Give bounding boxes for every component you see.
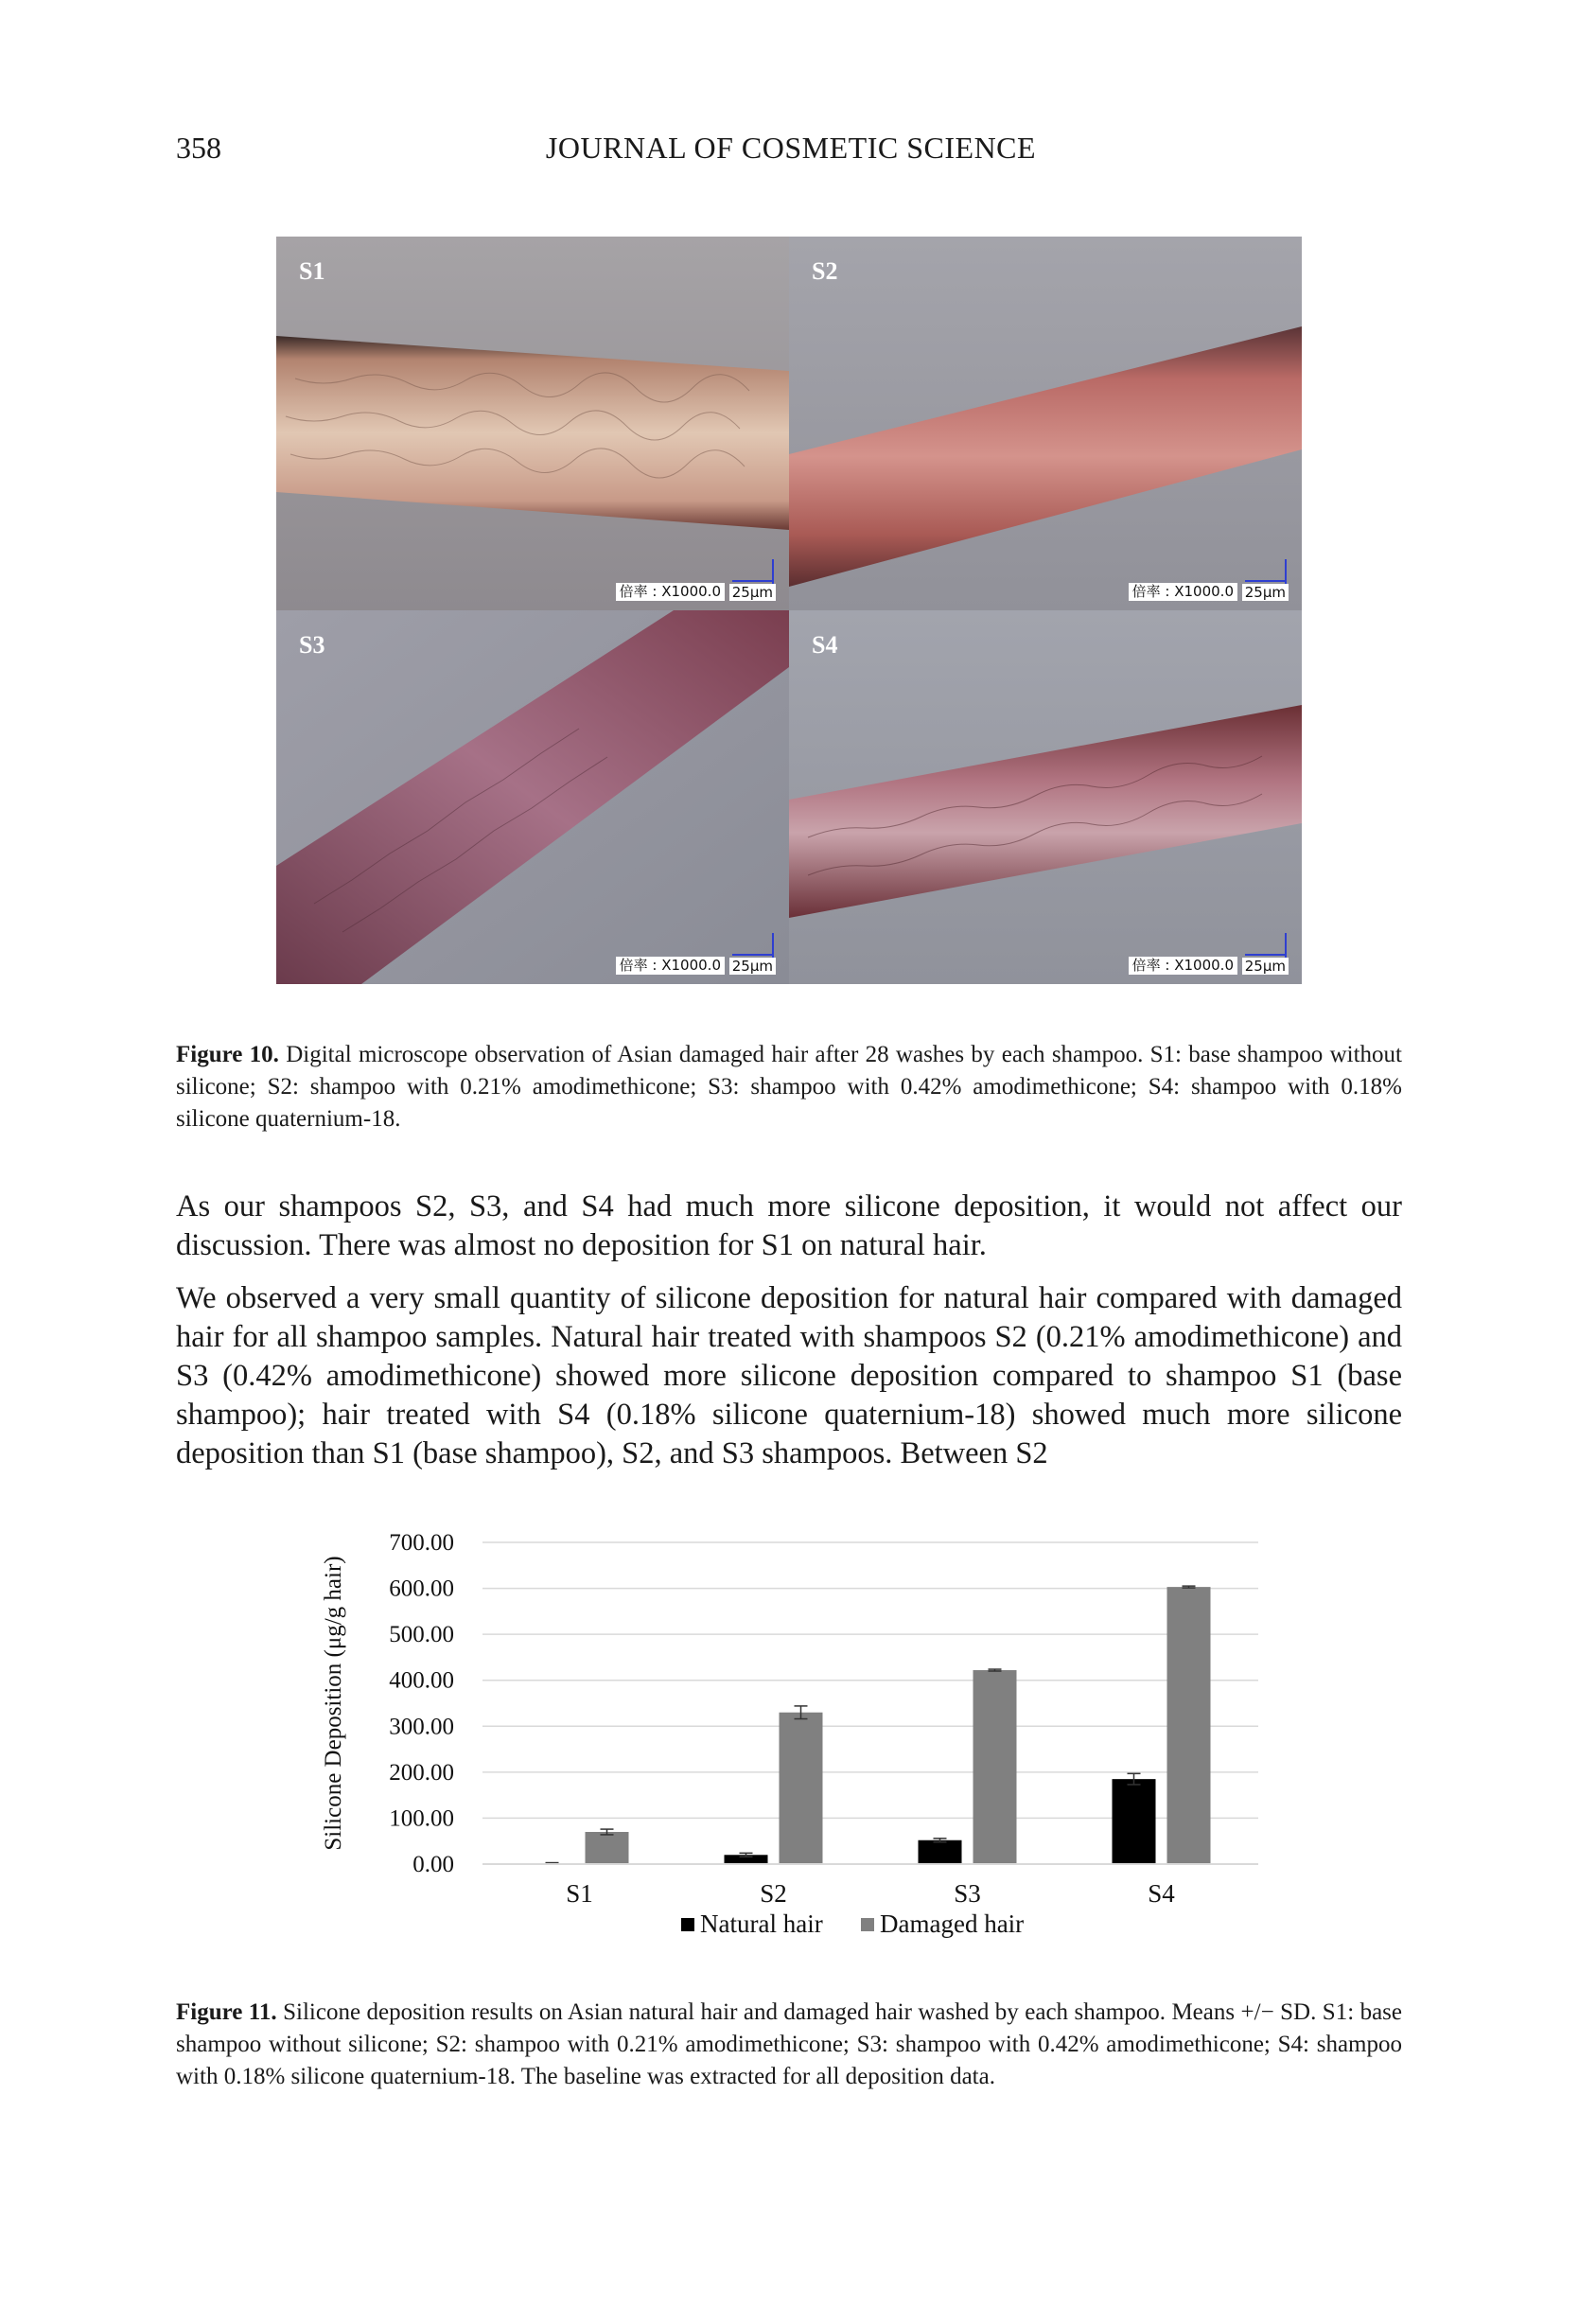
figure-11-bar-chart bbox=[303, 1523, 1287, 1949]
caption-text: Silicone deposition results on Asian natural hair and damaged hair washed by each shampoo. Means +/− SD. S1: base shampoo without silicone; S2: shampoo with 0.21% amodimethicone; S3: shampoo with 0.42% amodimethicone; S4: shampoo with 0.18% silicone quaternium-18. The baseline was extracted for all deposition data. bbox=[176, 1999, 1403, 2089]
panel-label: S3 bbox=[299, 631, 325, 659]
paragraph: As our shampoos S2, S3, and S4 had much more silicone deposition, it would not affect our discussion. There was almost no deposition for S1 on natural hair. bbox=[176, 1189, 1402, 1262]
scale-bar bbox=[1245, 933, 1289, 975]
micrograph-panel-s3 bbox=[276, 610, 789, 984]
figure-label: Figure 10. bbox=[176, 1042, 279, 1067]
panel-label: S4 bbox=[812, 631, 838, 659]
bar-damaged-hair bbox=[1167, 1587, 1211, 1864]
magnification-text: 倍率 : X1000.0 bbox=[616, 583, 725, 601]
hair-fiber-image bbox=[276, 237, 789, 610]
scale-info bbox=[616, 559, 776, 601]
scale-bar-label: 25μm bbox=[1242, 584, 1289, 601]
hair-fiber-image bbox=[789, 237, 1302, 610]
bar-damaged-hair bbox=[586, 1832, 629, 1864]
figure-label: Figure 11. bbox=[176, 1999, 277, 2025]
figure-11-caption bbox=[176, 1997, 1402, 2093]
legend-swatch bbox=[681, 1918, 694, 1931]
panel-label: S1 bbox=[299, 257, 325, 285]
bar-damaged-hair bbox=[973, 1670, 1017, 1864]
legend-swatch bbox=[861, 1918, 874, 1931]
x-tick-label: S1 bbox=[566, 1879, 593, 1908]
caption-text: Digital microscope observation of Asian damaged hair after 28 washes by each shampoo. S1: base shampoo without silicone; S2: shampoo with 0.21% amodimethicone; S3: shampoo with 0.42% amodimethicone; S4: shampoo with 0.18% silicone quaternium-18. bbox=[176, 1042, 1402, 1132]
x-tick-label: S3 bbox=[954, 1879, 981, 1908]
micrograph-panel-s1 bbox=[276, 237, 789, 610]
y-tick-label: 200.00 bbox=[389, 1759, 454, 1786]
magnification-text: 倍率 : X1000.0 bbox=[616, 957, 725, 975]
y-tick-label: 300.00 bbox=[389, 1714, 454, 1740]
bar-damaged-hair bbox=[780, 1713, 823, 1864]
body-text bbox=[176, 1188, 1402, 1487]
scale-bar bbox=[732, 559, 776, 601]
y-tick-label: 400.00 bbox=[389, 1667, 454, 1694]
legend-label: Damaged hair bbox=[880, 1910, 1025, 1938]
scale-bar bbox=[732, 933, 776, 975]
y-tick-label: 500.00 bbox=[389, 1622, 454, 1648]
scale-bar-label: 25μm bbox=[729, 958, 776, 975]
y-axis-title: Silicone Deposition (μg/g hair) bbox=[321, 1556, 346, 1851]
journal-title: JOURNAL OF COSMETIC SCIENCE bbox=[545, 131, 1037, 165]
hair-fiber-image bbox=[276, 610, 789, 984]
scale-info bbox=[616, 933, 776, 975]
paragraph: We observed a very small quantity of silicone deposition for natural hair compared with damaged hair for all shampoo samples. Natural hair treated with shampoos S2 (0.21% amodimethicone) and S3 (0.42% amodimethicone) showed more silicone deposition compared to shampoo S1 (base shampoo); hair treated with S4 (0.18% silicone quaternium-18) showed much more silicone deposition than S1 (base shampoo), S2, and S3 shampoos. Between S2 bbox=[176, 1281, 1402, 1470]
micrograph-panel-s4 bbox=[789, 610, 1302, 984]
scale-bar-label: 25μm bbox=[1242, 958, 1289, 975]
micrograph-panel-s2 bbox=[789, 237, 1302, 610]
figure-10-micrographs bbox=[276, 237, 1302, 984]
bar-natural-hair bbox=[1113, 1779, 1156, 1864]
scale-bar-label: 25μm bbox=[729, 584, 776, 601]
page-number: 358 bbox=[176, 131, 221, 165]
figure-10-caption bbox=[176, 1039, 1402, 1135]
x-tick-label: S4 bbox=[1148, 1879, 1175, 1908]
scale-info bbox=[1129, 559, 1289, 601]
panel-label: S2 bbox=[812, 257, 838, 285]
scale-info bbox=[1129, 933, 1289, 975]
y-tick-label: 0.00 bbox=[412, 1852, 454, 1877]
hair-fiber-image bbox=[789, 610, 1302, 984]
x-tick-label: S2 bbox=[760, 1879, 787, 1908]
magnification-text: 倍率 : X1000.0 bbox=[1129, 957, 1237, 975]
legend-label: Natural hair bbox=[700, 1910, 823, 1938]
y-tick-label: 600.00 bbox=[389, 1575, 454, 1602]
y-tick-label: 700.00 bbox=[389, 1530, 454, 1556]
page-header bbox=[176, 131, 1406, 168]
y-tick-label: 100.00 bbox=[389, 1805, 454, 1832]
magnification-text: 倍率 : X1000.0 bbox=[1129, 583, 1237, 601]
bar-natural-hair bbox=[919, 1840, 962, 1864]
scale-bar bbox=[1245, 559, 1289, 601]
